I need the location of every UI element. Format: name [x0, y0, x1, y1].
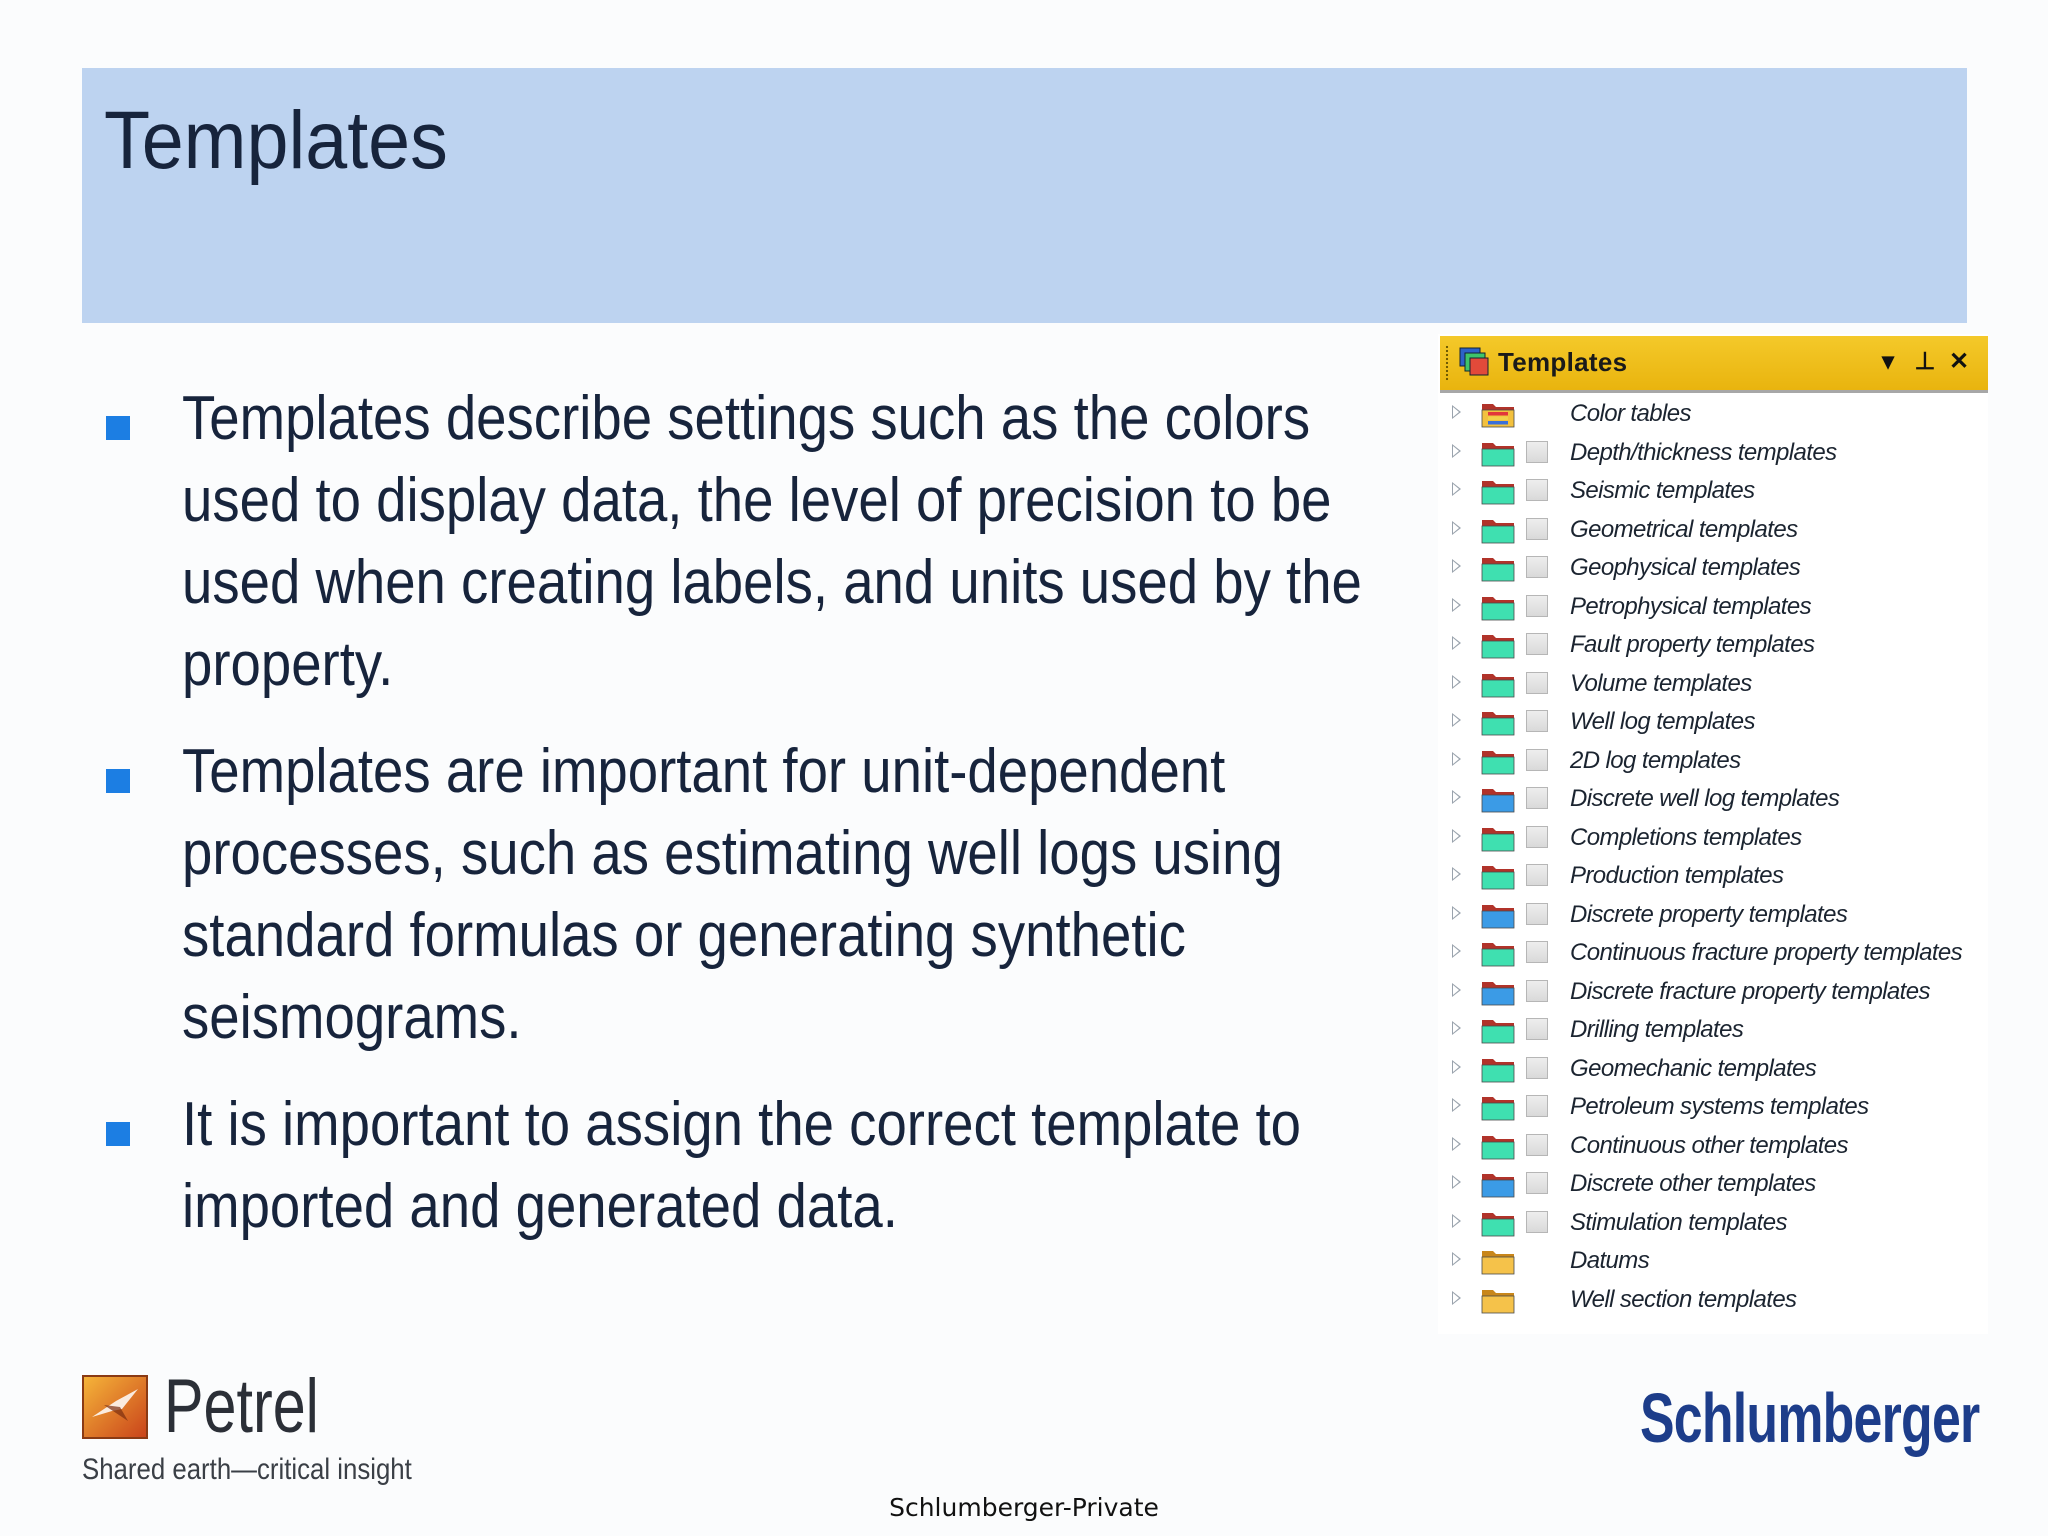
- expand-arrow-icon[interactable]: [1452, 713, 1461, 727]
- tree-item[interactable]: [1438, 974, 1988, 1012]
- tree-item-label: Drilling templates: [1570, 1016, 1744, 1043]
- expand-arrow-icon[interactable]: [1452, 1291, 1461, 1305]
- tree-item[interactable]: [1438, 627, 1988, 665]
- tree-item[interactable]: [1438, 935, 1988, 973]
- folder-icon: [1481, 631, 1515, 659]
- visibility-checkbox[interactable]: [1526, 749, 1548, 771]
- expand-arrow-icon[interactable]: [1452, 983, 1461, 997]
- petrel-bird-icon: [82, 1375, 148, 1439]
- tree-item-label: Color tables: [1570, 400, 1691, 427]
- tree-item-label: Well section templates: [1570, 1285, 1797, 1313]
- visibility-checkbox[interactable]: [1526, 672, 1548, 694]
- tree-item-label: 2D log templates: [1570, 746, 1741, 774]
- panel-title: Templates: [1498, 347, 1628, 377]
- tree-item[interactable]: [1438, 435, 1988, 473]
- visibility-checkbox[interactable]: [1526, 518, 1548, 540]
- expand-arrow-icon[interactable]: [1452, 790, 1461, 804]
- expand-arrow-icon[interactable]: [1452, 1175, 1461, 1189]
- petrel-wordmark: Petrel: [164, 1364, 319, 1449]
- visibility-checkbox[interactable]: [1526, 864, 1548, 886]
- tree-item-label: Well log templates: [1570, 708, 1755, 735]
- visibility-checkbox[interactable]: [1526, 1134, 1548, 1156]
- folder-icon: [1481, 670, 1515, 698]
- visibility-checkbox[interactable]: [1526, 826, 1548, 848]
- tree-item[interactable]: [1438, 743, 1988, 781]
- folder-icon: [1481, 978, 1515, 1006]
- folder-icon: [1481, 1055, 1515, 1083]
- bullet-item: [104, 378, 1394, 706]
- tree-item-label: Petroleum systems templates: [1570, 1093, 1869, 1120]
- folder-icon: [1481, 593, 1515, 621]
- tree-item[interactable]: [1438, 1128, 1988, 1166]
- folder-icon: [1481, 1209, 1515, 1237]
- visibility-checkbox[interactable]: [1526, 633, 1548, 655]
- expand-arrow-icon[interactable]: [1452, 1060, 1461, 1074]
- bullet-text: It is important to assign the correct template to imported and generated data.: [182, 1090, 1301, 1241]
- tree-item-label: Discrete other templates: [1570, 1170, 1816, 1197]
- bullet-item: [104, 1084, 1394, 1248]
- folder-icon: [1481, 439, 1515, 467]
- expand-arrow-icon[interactable]: [1452, 444, 1461, 458]
- folder-icon: [1481, 1132, 1515, 1160]
- expand-arrow-icon[interactable]: [1452, 829, 1461, 843]
- folder-icon: [1481, 1170, 1515, 1198]
- tree-item-label: Geometrical templates: [1570, 515, 1798, 543]
- tree-item-label: Depth/thickness templates: [1570, 438, 1837, 466]
- tree-item-label: Geophysical templates: [1570, 554, 1801, 581]
- bullet-marker-icon: [106, 769, 130, 793]
- slide-title: Templates: [104, 95, 448, 186]
- expand-arrow-icon[interactable]: [1452, 906, 1461, 920]
- tree-item[interactable]: [1438, 589, 1988, 627]
- tree-item[interactable]: [1438, 1089, 1988, 1127]
- tree-item-label: Continuous fracture property templates: [1570, 939, 1963, 966]
- tree-item-label: Discrete fracture property templates: [1570, 977, 1930, 1005]
- tree-item[interactable]: [1438, 550, 1988, 588]
- tree-item[interactable]: [1438, 704, 1988, 742]
- visibility-checkbox[interactable]: [1526, 556, 1548, 578]
- expand-arrow-icon[interactable]: [1452, 598, 1461, 612]
- company-logo: Schlumberger: [1640, 1379, 1980, 1457]
- tree-item-label: Datums: [1570, 1247, 1650, 1274]
- folder-icon: [1481, 708, 1515, 736]
- tree-item-label: Volume templates: [1570, 669, 1752, 697]
- folder-icon: [1481, 939, 1515, 967]
- tree-item-label: Petrophysical templates: [1570, 592, 1811, 620]
- expand-arrow-icon[interactable]: [1452, 1214, 1461, 1228]
- tree-item[interactable]: [1438, 396, 1988, 434]
- folder-icon: [1481, 1093, 1515, 1121]
- folder-icon: [1481, 747, 1515, 775]
- tree-item[interactable]: [1438, 1243, 1988, 1281]
- visibility-checkbox[interactable]: [1526, 941, 1548, 963]
- folder-icon: [1481, 824, 1515, 852]
- expand-arrow-icon[interactable]: [1452, 752, 1461, 766]
- expand-arrow-icon[interactable]: [1452, 405, 1461, 419]
- panel-header[interactable]: [1440, 336, 1988, 393]
- tree-item-label: Stimulation templates: [1570, 1208, 1787, 1236]
- templates-icon: [1458, 346, 1490, 378]
- classification-label: Schlumberger-Private: [889, 1493, 1159, 1522]
- petrel-tagline: Shared earth—critical insight: [82, 1453, 412, 1486]
- tree-item[interactable]: [1438, 897, 1988, 935]
- tree-item-label: Fault property templates: [1570, 631, 1815, 658]
- tree-item-label: Seismic templates: [1570, 477, 1755, 504]
- panel-menu-chevron-down-icon[interactable]: ▾: [1881, 348, 1895, 375]
- visibility-checkbox[interactable]: [1526, 1057, 1548, 1079]
- visibility-checkbox[interactable]: [1526, 479, 1548, 501]
- tree-item[interactable]: [1438, 473, 1988, 511]
- close-icon[interactable]: ✕: [1948, 348, 1970, 375]
- visibility-checkbox[interactable]: [1526, 1211, 1548, 1233]
- bullet-text: Templates are important for unit-dependent processes, such as estimating well logs using standard formulas or generating synthetic seismograms.: [182, 737, 1283, 1052]
- tree-item[interactable]: [1438, 512, 1988, 550]
- expand-arrow-icon[interactable]: [1452, 1137, 1461, 1151]
- tree-item[interactable]: [1438, 1166, 1988, 1204]
- expand-arrow-icon[interactable]: [1452, 675, 1461, 689]
- pin-icon[interactable]: ⊥: [1914, 348, 1936, 375]
- expand-arrow-icon[interactable]: [1452, 521, 1461, 535]
- folder-icon: [1481, 1247, 1515, 1275]
- expand-arrow-icon[interactable]: [1452, 1098, 1461, 1112]
- visibility-checkbox[interactable]: [1526, 441, 1548, 463]
- visibility-checkbox[interactable]: [1526, 710, 1548, 732]
- tree-item-label: Geomechanic templates: [1570, 1054, 1817, 1082]
- visibility-checkbox[interactable]: [1526, 787, 1548, 809]
- visibility-checkbox[interactable]: [1526, 980, 1548, 1002]
- title-band: [82, 68, 1967, 323]
- tree-item-label: Production templates: [1570, 862, 1784, 889]
- folder-icon: [1481, 554, 1515, 582]
- visibility-checkbox[interactable]: [1526, 903, 1548, 925]
- expand-arrow-icon[interactable]: [1452, 636, 1461, 650]
- bullet-marker-icon: [106, 416, 130, 440]
- folder-icon: [1481, 901, 1515, 929]
- expand-arrow-icon[interactable]: [1452, 482, 1461, 496]
- folder-icon: [1481, 785, 1515, 813]
- tree-item[interactable]: [1438, 858, 1988, 896]
- folder-icon: [1481, 862, 1515, 890]
- tree-item-label: Continuous other templates: [1570, 1131, 1848, 1159]
- bullet-item: [104, 731, 1394, 1059]
- visibility-checkbox[interactable]: [1526, 1018, 1548, 1040]
- tree-item[interactable]: [1438, 820, 1988, 858]
- tree-item-label: Discrete well log templates: [1570, 785, 1840, 812]
- bullet-list: [104, 378, 1394, 1273]
- expand-arrow-icon[interactable]: [1452, 1252, 1461, 1266]
- tree-item-label: Completions templates: [1570, 823, 1802, 851]
- bullet-text: Templates describe settings such as the colors used to display data, the level of precision to be used when creating labels, and units used by the property.: [182, 384, 1362, 699]
- tree-item[interactable]: [1438, 781, 1988, 819]
- tree-item[interactable]: [1438, 1282, 1988, 1320]
- bullet-marker-icon: [106, 1122, 130, 1146]
- folder-icon: [1481, 516, 1515, 544]
- folder-icon: [1481, 477, 1515, 505]
- tree-item[interactable]: [1438, 1051, 1988, 1089]
- tree-item-label: Discrete property templates: [1570, 900, 1848, 928]
- color-table-folder-icon: [1481, 400, 1515, 428]
- folder-icon: [1481, 1286, 1515, 1314]
- folder-icon: [1481, 1016, 1515, 1044]
- tree-item[interactable]: [1438, 666, 1988, 704]
- expand-arrow-icon[interactable]: [1452, 944, 1461, 958]
- expand-arrow-icon[interactable]: [1452, 559, 1461, 573]
- templates-panel: [1438, 334, 1988, 1334]
- tree-item[interactable]: [1438, 1205, 1988, 1243]
- visibility-checkbox[interactable]: [1526, 1095, 1548, 1117]
- tree-item[interactable]: [1438, 1012, 1988, 1050]
- expand-arrow-icon[interactable]: [1452, 867, 1461, 881]
- drag-grip-icon[interactable]: [1445, 345, 1449, 381]
- visibility-checkbox[interactable]: [1526, 1172, 1548, 1194]
- visibility-checkbox[interactable]: [1526, 595, 1548, 617]
- expand-arrow-icon[interactable]: [1452, 1021, 1461, 1035]
